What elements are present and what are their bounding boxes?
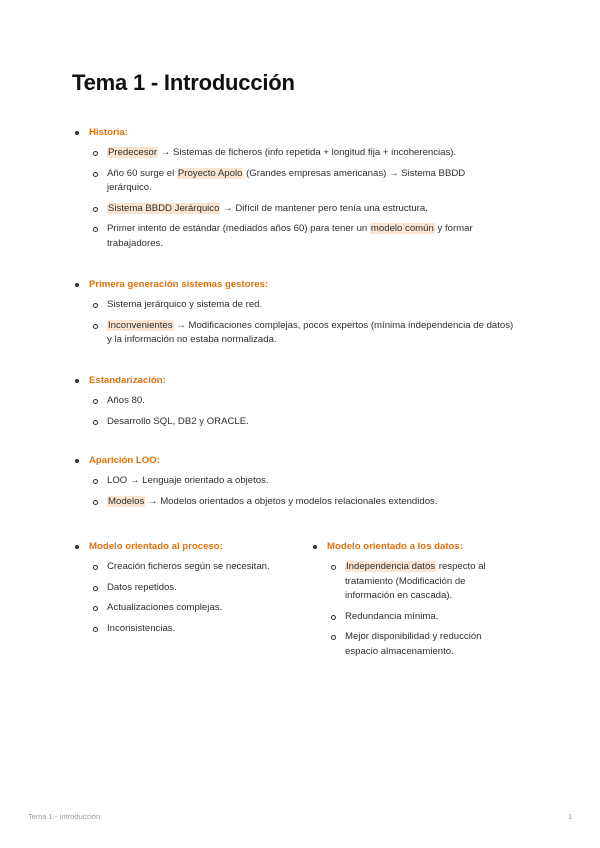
item-text: → Difícil de mantener pero tenía una estructura.: [220, 202, 428, 214]
highlight: Independencia datos: [346, 561, 436, 572]
list-item: [72, 298, 517, 313]
highlight: Sistema BBDD Jerárquico: [108, 202, 220, 214]
section-estandarizacion: [72, 374, 512, 435]
list-item: [310, 610, 495, 625]
item-text: Desarrollo SQL, DB2 y ORACLE.: [107, 415, 249, 427]
item-text: Creación ficheros según se necesitan.: [107, 561, 270, 572]
sub-list: [310, 560, 495, 659]
highlight: Proyecto Apolo: [177, 167, 243, 179]
footer-title: Tema 1 - Introducción: [28, 812, 101, 821]
list-item: [72, 146, 512, 161]
section-heading: Aparición LOO:: [72, 454, 512, 468]
list-item: [72, 622, 297, 637]
sub-list: [72, 298, 517, 348]
item-text: Mejor disponibilidad y reducción espacio almacenamiento.: [345, 631, 482, 657]
item-text: Sistema jerárquico y sistema de red.: [107, 299, 263, 310]
page-title: Tema 1 - Introducción: [72, 70, 295, 95]
highlight: Modelos: [108, 495, 145, 507]
item-text: Años 80.: [107, 395, 145, 406]
item-text: (Grandes empresas americanas) → Sistema BBDD jerárquico.: [107, 167, 466, 193]
section-heading: Modelo orientado a los datos:: [310, 540, 495, 554]
list-item: [72, 415, 512, 430]
section-historia: [72, 126, 512, 257]
list-item: [72, 319, 517, 348]
list-item: [72, 202, 512, 217]
list-item: [310, 560, 495, 604]
list-item: [72, 394, 512, 409]
item-text: Datos repetidos.: [107, 581, 177, 593]
item-text: respecto al tratamiento (Modificación de información en cascada).: [345, 561, 486, 601]
sub-list: [72, 560, 297, 636]
list-item: [72, 474, 512, 489]
item-text: LOO → Lenguaje orientado a objetos.: [107, 475, 269, 486]
sub-list: [72, 474, 512, 509]
sub-list: [72, 394, 512, 429]
sub-list: [72, 146, 512, 251]
section-heading: Historia:: [72, 126, 512, 140]
section-modelo-datos: [310, 540, 495, 665]
item-text: → Modificaciones complejas, pocos expertos (mínima independencia de datos) y la información no estaba normalizada.: [107, 319, 514, 345]
item-text: y formar trabajadores.: [107, 223, 473, 249]
list-item: [72, 560, 297, 575]
list-item: [72, 167, 512, 196]
list-item: [72, 601, 297, 616]
section-heading: Primera generación sistemas gestores:: [72, 278, 517, 292]
list-item: [72, 581, 297, 596]
section-modelo-proceso: [72, 540, 297, 642]
section-heading: Modelo orientado al proceso:: [72, 540, 297, 554]
highlight: modelo común: [370, 223, 434, 234]
item-text: → Sistemas de ficheros (info repetida + longitud fija + incoherencias).: [158, 147, 457, 158]
list-item: [310, 630, 495, 659]
item-text: Inconsistencias.: [107, 622, 176, 634]
item-text: Año 60 surge el: [107, 167, 177, 179]
page-number: 1: [568, 812, 573, 821]
highlight: Inconvenientes: [108, 319, 173, 331]
item-text: Actualizaciones complejas.: [107, 602, 223, 613]
highlight: Predecesor: [108, 147, 158, 158]
section-primera-generacion: [72, 278, 517, 354]
list-item: [72, 222, 512, 251]
item-text: → Modelos orientados a objetos y modelos relacionales extendidos.: [145, 495, 438, 507]
item-text: Redundancia mínima.: [345, 610, 439, 622]
section-aparicion-loo: [72, 454, 512, 515]
list-item: [72, 495, 512, 510]
section-heading: Estandarización:: [72, 374, 512, 388]
item-text: Primer intento de estándar (mediados años 60) para tener un: [107, 223, 370, 234]
